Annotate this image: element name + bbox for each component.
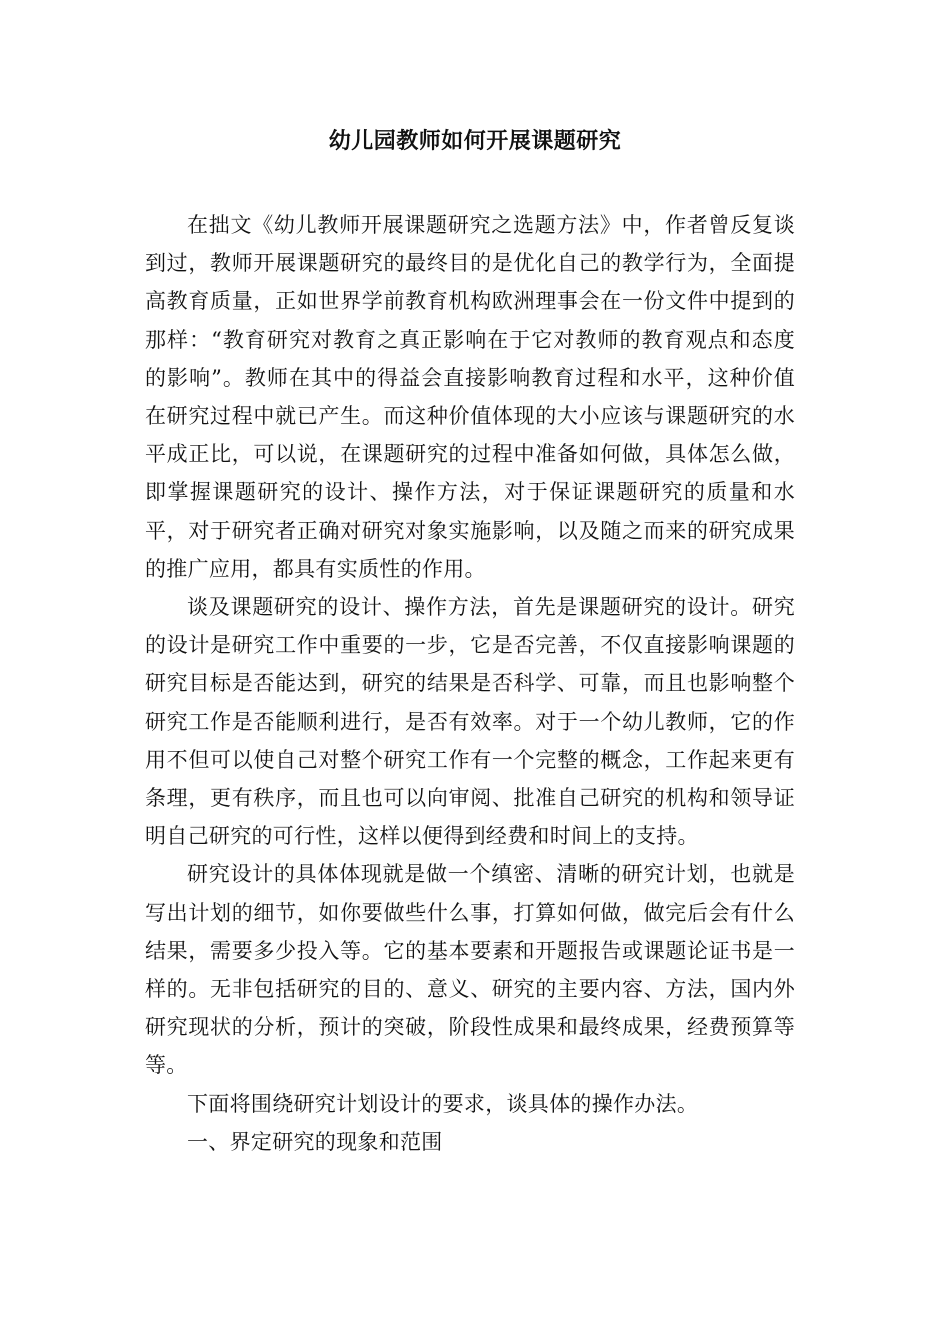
paragraph-intro: 在拙文《幼儿教师开展课题研究之选题方法》中，作者曾反复谈到过，教师开展课题研究的最终目的是优化自己的教学行为，全面提高教育质量，正如世界学前教育机构欧洲理事会在一份文件中提到的那样：“教育研究对教育之真正影响在于它对教师的教育观点和态度的影响”。教师在其中的得益会直接影响教育过程和水平，这种价值在研究过程中就已产生。而这种价值体现的大小应该与课题研究的水平成正比，可以说，在课题研究的过程中准备如何做，具体怎么做，即掌握课题研究的设计、操作方法，对于保证课题研究的质量和水平，对于研究者正确对研究对象实施影响，以及随之而来的研究成果的推广应用，都具有实质性的作用。 [145, 213, 795, 581]
paragraph-design-importance: 谈及课题研究的设计、操作方法，首先是课题研究的设计。研究的设计是研究工作中重要的一步，它是否完善，不仅直接影响课题的研究目标是否能达到，研究的结果是否科学、可靠，而且也影响整个研究工作是否能顺利进行，是否有效率。对于一个幼儿教师，它的作用不但可以使自己对整个研究工作有一个完整的概念，工作起来更有条理，更有秩序，而且也可以向审阅、批准自己研究的机构和领导证明自己研究的可行性，这样以便得到经费和时间上的支持。 [145, 595, 795, 849]
section-heading-one: 一、界定研究的现象和范围 [187, 1129, 443, 1154]
document-title: 幼儿园教师如何开展课题研究 [328, 129, 622, 154]
paragraph-transition: 下面将围绕研究计划设计的要求，谈具体的操作办法。 [187, 1091, 699, 1116]
document-body [145, 206, 795, 1161]
paragraph-research-plan: 研究设计的具体体现就是做一个缜密、清晰的研究计划，也就是写出计划的细节，如你要做些什么事，打算如何做，做完后会有什么结果，需要多少投入等。它的基本要素和开题报告或课题论证书是一样的。无非包括研究的目的、意义、研究的主要内容、方法，国内外研究现状的分析，预计的突破，阶段性成果和最终成果，经费预算等等。 [145, 862, 795, 1078]
